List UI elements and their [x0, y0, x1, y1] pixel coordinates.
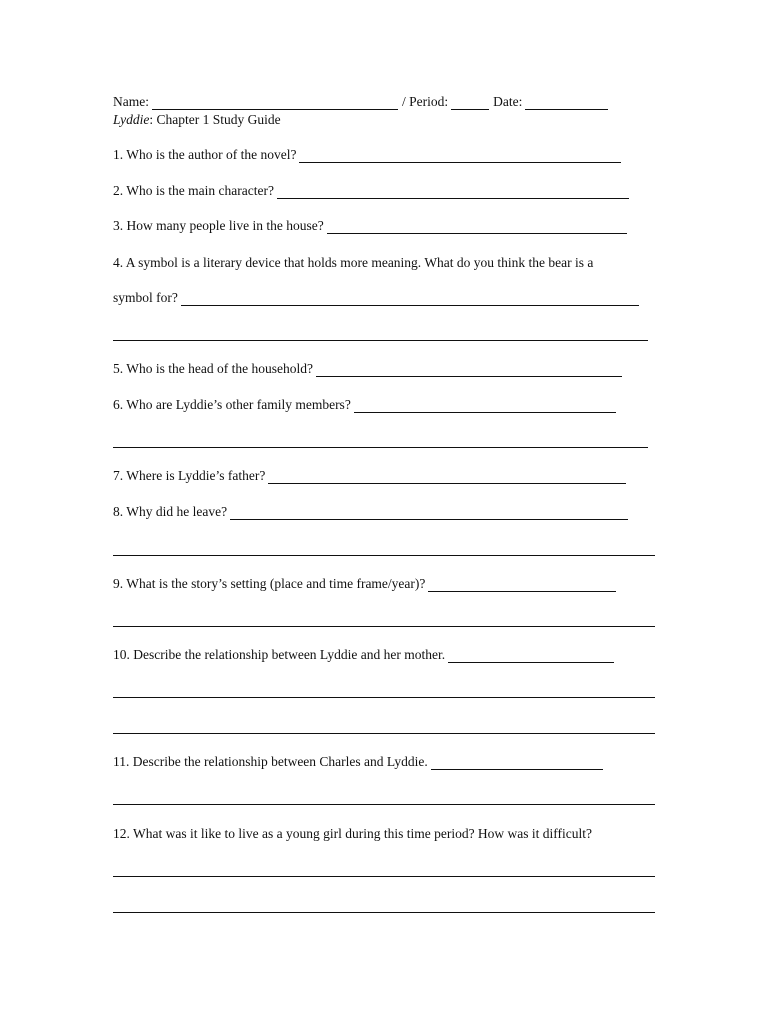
answer-line-10c[interactable] [113, 733, 655, 734]
answer-field-5[interactable] [316, 364, 622, 377]
page-title [113, 112, 281, 128]
question-10 [113, 647, 614, 663]
question-1 [113, 147, 621, 163]
question-text: 8. Why did he leave? [113, 504, 228, 519]
question-9 [113, 576, 616, 592]
question-8 [113, 504, 628, 520]
period-field[interactable] [451, 97, 489, 110]
name-field[interactable] [152, 97, 398, 110]
answer-field-3[interactable] [327, 221, 627, 234]
period-label: / Period: [402, 94, 449, 109]
answer-field-1[interactable] [299, 150, 621, 163]
answer-field-4[interactable] [181, 293, 639, 306]
question-11 [113, 754, 603, 770]
question-text: 10. Describe the relationship between Lyddie and her mother. [113, 647, 446, 662]
question-3 [113, 218, 627, 234]
answer-field-2[interactable] [277, 186, 629, 199]
question-text: 9. What is the story’s setting (place and time frame/year)? [113, 576, 426, 591]
question-5 [113, 361, 622, 377]
answer-line-12a[interactable] [113, 876, 655, 877]
answer-field-9[interactable] [428, 579, 616, 592]
question-text: 6. Who are Lyddie’s other family members? [113, 397, 351, 412]
name-label: Name: [113, 94, 149, 109]
question-6 [113, 397, 616, 413]
question-4 [113, 255, 593, 271]
answer-line-9b[interactable] [113, 626, 655, 627]
question-text: 11. Describe the relationship between Charles and Lyddie. [113, 754, 428, 769]
question-2 [113, 183, 629, 199]
question-4-continuation [113, 290, 639, 306]
question-text: symbol for? [113, 290, 178, 305]
answer-field-10[interactable] [448, 650, 614, 663]
answer-line-4b[interactable] [113, 340, 648, 341]
question-text: 1. Who is the author of the novel? [113, 147, 297, 162]
question-text: 2. Who is the main character? [113, 183, 274, 198]
question-text: 3. How many people live in the house? [113, 218, 324, 233]
question-12 [113, 826, 592, 842]
title-book-name: Lyddie [113, 112, 150, 127]
date-label: Date: [493, 94, 523, 109]
header-line [113, 94, 608, 110]
answer-line-12b[interactable] [113, 912, 655, 913]
answer-field-7[interactable] [268, 471, 626, 484]
title-rest: : Chapter 1 Study Guide [149, 112, 281, 127]
date-field[interactable] [525, 97, 608, 110]
answer-field-11[interactable] [431, 757, 603, 770]
answer-line-8b[interactable] [113, 555, 655, 556]
question-text: 7. Where is Lyddie’s father? [113, 468, 266, 483]
question-text: 12. What was it like to live as a young girl during this time period? How was it difficult? [113, 826, 593, 841]
answer-line-11b[interactable] [113, 804, 655, 805]
question-text: 4. A symbol is a literary device that holds more meaning. What do you think the bear is a [113, 255, 594, 270]
answer-field-8[interactable] [230, 507, 628, 520]
question-text: 5. Who is the head of the household? [113, 361, 313, 376]
answer-field-6[interactable] [354, 400, 616, 413]
answer-line-6b[interactable] [113, 447, 648, 448]
question-7 [113, 468, 626, 484]
answer-line-10b[interactable] [113, 697, 655, 698]
